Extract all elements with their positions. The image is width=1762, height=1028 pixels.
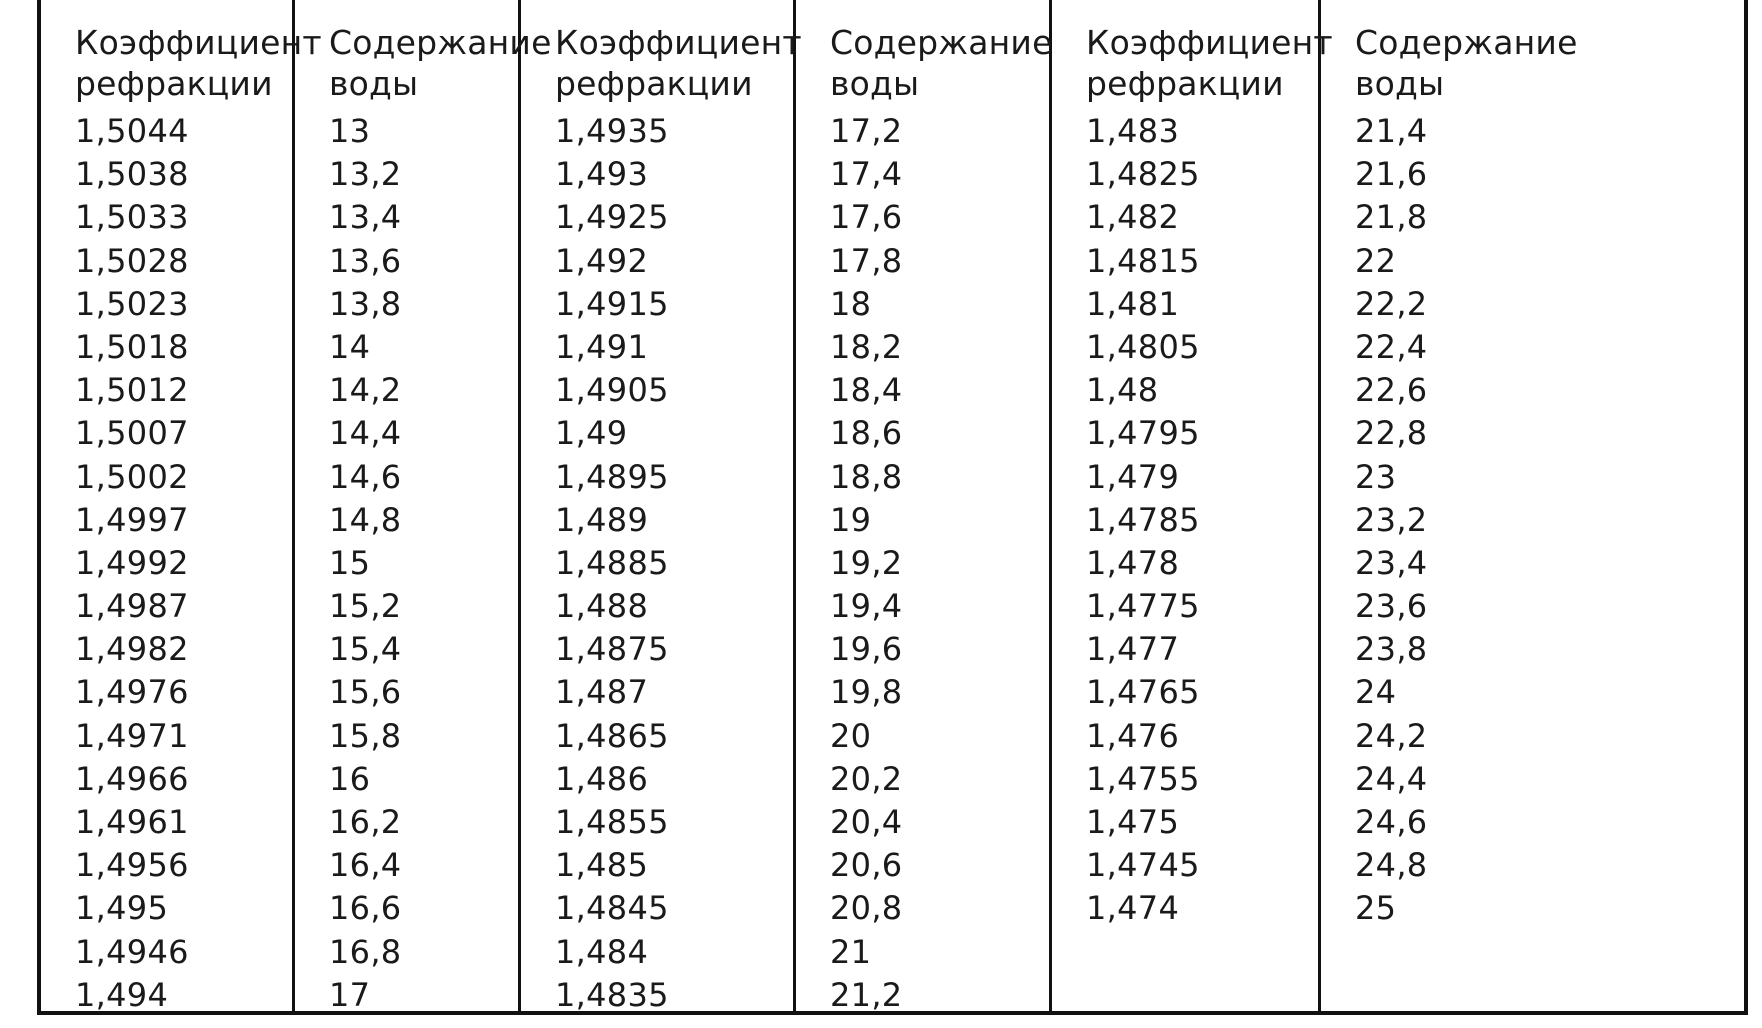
table-cell: 1,487 (555, 673, 649, 712)
table-cell: 18,2 (830, 327, 903, 366)
table-cell: 1,485 (555, 846, 649, 885)
table-cell: 1,4905 (555, 371, 669, 410)
table-cell: 1,475 (1086, 803, 1180, 841)
table-cell: 1,4805 (1086, 327, 1200, 366)
table-cell: 15 (329, 543, 371, 582)
table-cell: 16,8 (329, 932, 402, 971)
column-header (1086, 22, 1333, 110)
water-col-2 (796, 0, 1053, 1014)
table-cell: 1,4835 (555, 975, 669, 1014)
refraction-col-1 (41, 0, 322, 1014)
table-cell: 1,4976 (75, 673, 189, 712)
table-cell: 20,4 (830, 803, 903, 841)
table-cell: 17,6 (830, 198, 903, 237)
column-header-line1: Содержание (329, 23, 552, 62)
table-cell: 1,491 (555, 327, 649, 366)
table-cell: 24,2 (1355, 716, 1428, 755)
column-header (329, 22, 552, 110)
table-cell: 21,8 (1355, 198, 1428, 237)
table-cell: 22,2 (1355, 284, 1428, 323)
table-cell: 21,6 (1355, 155, 1428, 194)
table-cell: 1,492 (555, 241, 649, 280)
table-cell: 1,482 (1086, 198, 1180, 237)
column-header-line1: Содержание (830, 23, 1053, 62)
table-cell: 1,479 (1086, 457, 1180, 496)
table-cell: 1,5028 (75, 241, 189, 280)
table-cell: 18 (830, 284, 872, 323)
table-cell: 1,4925 (555, 198, 669, 237)
table-cell: 21,4 (1355, 112, 1428, 150)
table-cell: 22,6 (1355, 371, 1428, 410)
table-cell: 17,8 (830, 241, 903, 280)
table-cell: 16,2 (329, 803, 402, 841)
table-cell: 1,5044 (75, 112, 189, 150)
table-cell: 21,2 (830, 975, 903, 1014)
table-cell: 1,5012 (75, 371, 189, 410)
table-cell: 1,4971 (75, 716, 189, 755)
table-cell: 13,8 (329, 284, 402, 323)
table-cell: 13,4 (329, 198, 402, 237)
table-cell: 23 (1355, 457, 1397, 496)
table-cell: 1,5023 (75, 284, 189, 323)
table-cell: 1,4815 (1086, 241, 1200, 280)
column-header (555, 22, 802, 110)
table-cell: 1,488 (555, 587, 649, 626)
table-cell: 19,8 (830, 673, 903, 712)
table-cell: 13,2 (329, 155, 402, 194)
table-cell: 1,5002 (75, 457, 189, 496)
table-cell: 17,4 (830, 155, 903, 194)
table-cell: 1,484 (555, 932, 649, 971)
table-cell: 24,8 (1355, 846, 1428, 885)
table-cell: 18,6 (830, 414, 903, 453)
table-cell: 1,4755 (1086, 759, 1200, 798)
water-col-1 (295, 0, 552, 1014)
table-cell: 1,4855 (555, 803, 669, 841)
table-cell: 25 (1355, 889, 1397, 928)
table-cell: 1,4982 (75, 630, 189, 669)
table-cell: 13,6 (329, 241, 402, 280)
table-cell: 16,6 (329, 889, 402, 928)
table-cell: 1,49 (555, 414, 628, 453)
table-cell: 23,4 (1355, 543, 1428, 582)
table-cell: 1,4885 (555, 543, 669, 582)
column-header-line2: воды (1355, 64, 1445, 103)
table-cell: 16,4 (329, 846, 402, 885)
table-cell: 1,4915 (555, 284, 669, 323)
table-cell: 1,4875 (555, 630, 669, 669)
table-cell: 1,5007 (75, 414, 189, 453)
table-cell: 21 (830, 932, 872, 971)
table-cell: 14,4 (329, 414, 402, 453)
table-cell: 1,483 (1086, 112, 1180, 150)
column-header-line2: воды (830, 64, 920, 103)
table-cell: 16 (329, 759, 371, 798)
table-cell: 1,4935 (555, 112, 669, 150)
column-header-line1: Содержание (1355, 23, 1578, 62)
table-cell: 1,4765 (1086, 673, 1200, 712)
table-cell: 1,4825 (1086, 155, 1200, 194)
table-cell: 22,8 (1355, 414, 1428, 453)
column-header (1355, 22, 1744, 110)
table-cell: 1,481 (1086, 284, 1180, 323)
table-cell: 14,2 (329, 371, 402, 410)
table-cell: 19,4 (830, 587, 903, 626)
table-cell: 24 (1355, 673, 1397, 712)
refraction-water-table (37, 0, 1748, 1015)
table-cell: 18,8 (830, 457, 903, 496)
column-header-line1: Коэффициент (1086, 23, 1333, 62)
table-cell: 1,4956 (75, 846, 189, 885)
table-cell: 15,8 (329, 716, 402, 755)
table-cell: 1,493 (555, 155, 649, 194)
column-header (75, 22, 322, 110)
table-cell: 15,2 (329, 587, 402, 626)
table-cell: 1,5018 (75, 327, 189, 366)
table-cell: 1,4966 (75, 759, 189, 798)
table-cell: 1,4745 (1086, 846, 1200, 885)
table-cell: 1,494 (75, 975, 169, 1014)
table-cell: 1,474 (1086, 889, 1180, 928)
table-cell: 22 (1355, 241, 1397, 280)
table-cell: 1,5038 (75, 155, 189, 194)
table-cell: 23,6 (1355, 587, 1428, 626)
table-cell: 1,486 (555, 759, 649, 798)
column-header-line2: рефракции (75, 64, 273, 103)
table-cell: 1,495 (75, 889, 169, 928)
table-cell: 20 (830, 716, 872, 755)
column-header-line1: Коэффициент (555, 23, 802, 62)
table-cell: 14,8 (329, 500, 402, 539)
table-cell: 18,4 (830, 371, 903, 410)
table-cell: 20,6 (830, 846, 903, 885)
column-header-line2: воды (329, 64, 419, 103)
water-col-3 (1321, 0, 1744, 1011)
table-cell: 1,4997 (75, 500, 189, 539)
table-cell: 1,4775 (1086, 587, 1200, 626)
table-cell: 13 (329, 112, 371, 150)
table-cell: 1,476 (1086, 716, 1180, 755)
table-cell: 23,8 (1355, 630, 1428, 669)
table-cell: 19 (830, 500, 872, 539)
refraction-col-3 (1052, 0, 1333, 1011)
table-cell: 1,4992 (75, 543, 189, 582)
table-cell: 20,2 (830, 759, 903, 798)
table-cell: 22,4 (1355, 327, 1428, 366)
table-cell: 1,4961 (75, 803, 189, 841)
table-cell: 17,2 (830, 112, 903, 150)
table-cell: 1,4987 (75, 587, 189, 626)
table-cell: 19,2 (830, 543, 903, 582)
table-cell: 1,4895 (555, 457, 669, 496)
table-cell: 1,4785 (1086, 500, 1200, 539)
table-cell: 17 (329, 975, 371, 1014)
table-cell: 23,2 (1355, 500, 1428, 539)
refraction-col-2 (521, 0, 802, 1014)
column-header-line1: Коэффициент (75, 23, 322, 62)
table-cell: 15,4 (329, 630, 402, 669)
table-cell: 1,5033 (75, 198, 189, 237)
table-cell: 1,4946 (75, 932, 189, 971)
table-cell: 1,489 (555, 500, 649, 539)
column-header (830, 22, 1053, 110)
table-cell: 19,6 (830, 630, 903, 669)
table-cell: 24,4 (1355, 759, 1428, 798)
column-header-line2: рефракции (555, 64, 753, 103)
column-header-line2: рефракции (1086, 64, 1284, 103)
table-cell: 14 (329, 327, 371, 366)
table-cell: 1,48 (1086, 371, 1159, 410)
table-cell: 1,4865 (555, 716, 669, 755)
table-cell: 24,6 (1355, 803, 1428, 841)
table-cell: 1,4795 (1086, 414, 1200, 453)
table-cell: 14,6 (329, 457, 402, 496)
table-cell: 1,478 (1086, 543, 1180, 582)
table-cell: 1,4845 (555, 889, 669, 928)
table-cell: 20,8 (830, 889, 903, 928)
table-cell: 1,477 (1086, 630, 1180, 669)
table-cell: 15,6 (329, 673, 402, 712)
